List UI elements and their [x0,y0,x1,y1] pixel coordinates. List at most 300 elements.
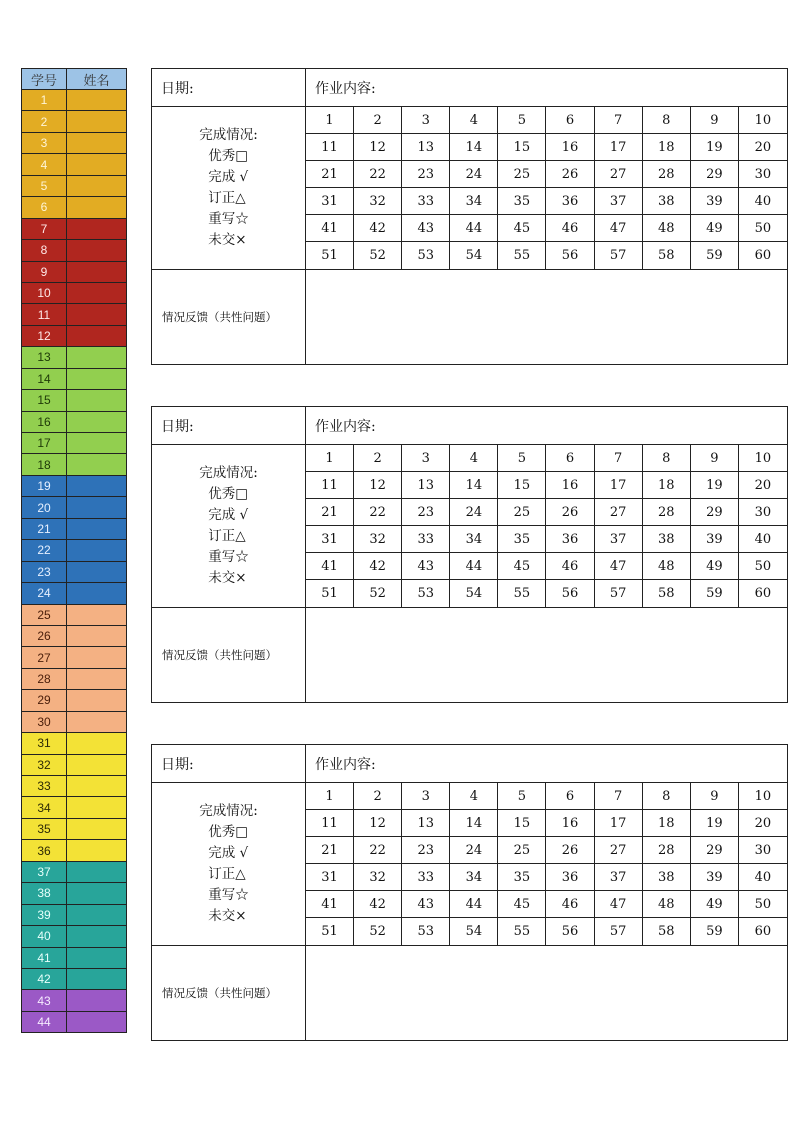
homework-form [151,406,788,703]
student-number-cell[interactable]: 38 [643,188,691,215]
roster-rows [21,90,127,1033]
student-number-cell[interactable]: 56 [546,918,594,945]
student-number-cell[interactable]: 39 [691,526,739,553]
roster-row [21,755,127,776]
student-number-cell[interactable]: 46 [546,553,594,580]
student-number-grid [306,445,787,607]
student-number-cell[interactable]: 15 [498,472,546,499]
student-name-cell[interactable] [67,605,126,625]
student-number-cell[interactable]: 34 [450,526,498,553]
completion-section [152,445,787,608]
student-number-cell[interactable]: 7 [595,445,643,472]
student-number-cell[interactable]: 42 [354,553,402,580]
assignment-content-field[interactable] [306,745,787,782]
roster-row [21,969,127,990]
student-number-cell[interactable]: 46 [546,891,594,918]
student-id: 7 [22,219,67,239]
roster-row [21,862,127,883]
student-number-cell[interactable]: 42 [354,215,402,242]
student-number-cell[interactable]: 58 [643,242,691,269]
student-number-cell[interactable]: 54 [450,242,498,269]
student-number-cell[interactable]: 56 [546,580,594,607]
student-name-cell[interactable] [67,497,126,517]
student-id: 28 [22,669,67,689]
student-number-cell[interactable]: 40 [739,188,787,215]
student-number-cell[interactable]: 23 [402,837,450,864]
student-id: 19 [22,476,67,496]
student-name-cell[interactable] [67,347,126,367]
roster-row [21,562,127,583]
roster-row [21,926,127,947]
legend-item: 重写☆ [208,211,249,227]
student-number-cell[interactable]: 18 [643,134,691,161]
student-name-cell[interactable] [67,969,126,989]
student-number-cell[interactable]: 21 [306,837,354,864]
student-id: 29 [22,690,67,710]
student-name-cell[interactable] [67,240,126,260]
student-number-cell[interactable]: 29 [691,837,739,864]
student-number-cell[interactable]: 55 [498,918,546,945]
student-number-cell[interactable]: 58 [643,918,691,945]
student-number-cell[interactable]: 57 [595,580,643,607]
student-number-cell[interactable]: 60 [754,924,772,939]
student-id: 35 [22,819,67,839]
student-number-cell[interactable]: 11 [306,472,354,499]
student-name-cell[interactable] [67,990,126,1010]
student-id: 5 [22,176,67,196]
student-number-cell[interactable]: 6 [546,783,594,810]
student-number-cell[interactable]: 7 [595,783,643,810]
student-number-cell[interactable]: 4 [450,107,498,134]
form-header-row [152,69,787,107]
date-field[interactable] [152,69,306,106]
student-number-cell[interactable]: 30 [739,499,787,526]
student-name-cell[interactable] [67,797,126,817]
student-number-cell[interactable]: 35 [498,526,546,553]
student-number-cell[interactable]: 52 [354,242,402,269]
student-number-cell[interactable]: 8 [643,107,691,134]
student-number-cell[interactable]: 27 [595,161,643,188]
roster-header-name: 姓名 [83,73,110,89]
student-name-cell[interactable] [67,390,126,410]
student-name-cell[interactable] [67,883,126,903]
student-number-cell[interactable]: 44 [450,215,498,242]
roster-row [21,262,127,283]
student-id: 6 [22,197,67,217]
student-id: 44 [22,1012,67,1032]
student-number-cell[interactable]: 25 [498,161,546,188]
roster-row [21,990,127,1011]
student-number-cell[interactable]: 11 [306,134,354,161]
student-number-cell[interactable]: 22 [354,499,402,526]
student-name-cell[interactable] [67,948,126,968]
student-number-cell[interactable]: 5 [498,783,546,810]
student-number-cell[interactable]: 17 [595,472,643,499]
student-name-cell[interactable] [67,562,126,582]
student-number-cell[interactable]: 36 [546,526,594,553]
student-name-cell[interactable] [67,454,126,474]
student-name-cell[interactable] [67,712,126,732]
student-number-cell[interactable]: 1 [306,783,354,810]
student-name-cell[interactable] [67,519,126,539]
student-number-cell[interactable]: 49 [691,553,739,580]
student-number-cell[interactable]: 40 [739,526,787,553]
student-number-cell[interactable]: 44 [450,891,498,918]
student-number-cell[interactable]: 12 [354,472,402,499]
student-number-cell[interactable]: 2 [354,107,402,134]
student-number-cell[interactable]: 25 [498,499,546,526]
roster-row [21,111,127,132]
student-number-cell[interactable]: 39 [691,864,739,891]
legend-item: 完成 √ [208,169,249,185]
student-number-cell[interactable]: 20 [739,810,787,837]
student-number-cell[interactable]: 37 [595,526,643,553]
student-number-cell[interactable]: 32 [354,188,402,215]
student-id: 30 [22,712,67,732]
student-number-cell[interactable]: 41 [306,891,354,918]
student-number-cell[interactable]: 4 [450,445,498,472]
student-name-cell[interactable] [67,262,126,282]
student-number-cell[interactable]: 31 [306,864,354,891]
student-number-cell[interactable]: 53 [402,242,450,269]
student-name-cell[interactable] [67,433,126,453]
legend-item: 订正△ [208,190,246,206]
student-number-cell[interactable]: 48 [643,553,691,580]
roster-row [21,412,127,433]
student-number-cell[interactable]: 5 [498,107,546,134]
student-number-cell[interactable]: 17 [595,810,643,837]
student-number-cell[interactable]: 42 [354,891,402,918]
student-id: 27 [22,647,67,667]
student-number-cell[interactable]: 50 [739,891,787,918]
student-number-cell[interactable]: 30 [739,837,787,864]
form-header-row [152,745,787,783]
student-number-cell[interactable]: 51 [306,242,354,269]
roster-row [21,283,127,304]
student-number-cell[interactable]: 43 [402,215,450,242]
student-id: 1 [22,90,67,110]
roster-row [21,197,127,218]
student-number-cell[interactable]: 29 [691,499,739,526]
roster-row [21,669,127,690]
roster-row [21,819,127,840]
student-number-cell[interactable]: 25 [498,837,546,864]
student-name-cell[interactable] [67,176,126,196]
student-number-cell[interactable]: 21 [306,161,354,188]
student-number-cell[interactable]: 15 [498,810,546,837]
student-id: 25 [22,605,67,625]
student-number-cell[interactable]: 37 [595,864,643,891]
student-number-cell[interactable]: 29 [691,161,739,188]
student-id: 22 [22,540,67,560]
student-name-cell[interactable] [67,326,126,346]
student-number-cell[interactable]: 50 [739,553,787,580]
student-number-cell[interactable]: 12 [354,810,402,837]
student-number-cell[interactable]: 51 [306,580,354,607]
student-number-cell[interactable]: 28 [643,499,691,526]
student-name-cell[interactable] [67,369,126,389]
student-number-cell[interactable]: 8 [643,783,691,810]
feedback-label: 情况反馈（共性问题） [152,270,306,364]
student-id: 2 [22,111,67,131]
student-number-cell[interactable]: 6 [546,107,594,134]
student-number-cell[interactable]: 59 [691,242,739,269]
student-number-cell[interactable]: 52 [354,918,402,945]
student-name-cell[interactable] [67,283,126,303]
student-number-cell[interactable]: 46 [546,215,594,242]
student-number-cell[interactable]: 19 [691,810,739,837]
student-number-cell[interactable]: 50 [739,215,787,242]
student-number-cell[interactable]: 26 [546,499,594,526]
student-number-cell[interactable]: 3 [402,783,450,810]
feedback-area[interactable] [306,270,787,364]
student-number-cell[interactable]: 54 [450,918,498,945]
student-number-cell[interactable]: 59 [691,580,739,607]
student-number-cell[interactable]: 24 [450,837,498,864]
student-number-cell[interactable]: 40 [739,864,787,891]
student-id: 11 [22,304,67,324]
student-number-cell[interactable]: 6 [546,445,594,472]
student-number-cell[interactable]: 16 [546,472,594,499]
student-number-cell[interactable]: 20 [739,134,787,161]
student-number-cell[interactable]: 45 [498,891,546,918]
student-name-cell[interactable] [67,905,126,925]
student-number-cell[interactable]: 13 [402,472,450,499]
student-number-cell[interactable]: 10 [739,107,787,134]
student-number-cell[interactable]: 33 [402,864,450,891]
student-number-cell[interactable]: 23 [402,499,450,526]
student-number-cell[interactable]: 43 [402,891,450,918]
student-number-cell[interactable]: 12 [354,134,402,161]
roster-row [21,454,127,475]
student-number-cell[interactable]: 53 [402,918,450,945]
student-id: 43 [22,990,67,1010]
student-number-cell[interactable]: 22 [354,161,402,188]
student-number-cell[interactable]: 47 [595,215,643,242]
student-number-cell[interactable]: 58 [643,580,691,607]
student-number-cell[interactable]: 13 [402,810,450,837]
student-number-cell[interactable]: 31 [306,526,354,553]
student-number-cell[interactable]: 14 [450,810,498,837]
student-number-cell[interactable]: 7 [595,107,643,134]
student-number-cell[interactable]: 19 [691,134,739,161]
student-number-cell[interactable]: 1 [306,107,354,134]
student-number-cell[interactable]: 59 [691,918,739,945]
date-label: 日期: [161,756,194,773]
student-number-cell[interactable]: 38 [643,864,691,891]
student-number-cell[interactable]: 20 [739,472,787,499]
student-number-cell[interactable]: 31 [306,188,354,215]
student-number-cell[interactable]: 28 [643,837,691,864]
student-number-cell[interactable]: 41 [306,215,354,242]
student-name-cell[interactable] [67,540,126,560]
student-number-cell[interactable]: 34 [450,188,498,215]
student-number-cell[interactable]: 9 [691,783,739,810]
student-name-cell[interactable] [67,626,126,646]
roster-row [21,583,127,604]
student-name-cell[interactable] [67,133,126,153]
roster-row [21,647,127,668]
student-number-cell[interactable]: 48 [643,215,691,242]
student-name-cell[interactable] [67,304,126,324]
assignment-content-label: 作业内容: [315,756,376,773]
student-id: 34 [22,797,67,817]
student-number-cell[interactable]: 2 [354,783,402,810]
student-name-cell[interactable] [67,926,126,946]
student-number-cell[interactable]: 53 [402,580,450,607]
student-number-cell[interactable]: 19 [691,472,739,499]
student-number-cell[interactable]: 37 [595,188,643,215]
student-number-cell[interactable]: 38 [643,526,691,553]
student-name-cell[interactable] [67,476,126,496]
student-number-cell[interactable]: 16 [546,810,594,837]
student-number-cell[interactable]: 1 [306,445,354,472]
student-number-cell[interactable]: 34 [450,864,498,891]
student-number-cell[interactable]: 8 [643,445,691,472]
student-number-cell[interactable]: 60 [754,248,772,263]
student-number-cell[interactable]: 39 [691,188,739,215]
roster-row [21,176,127,197]
student-number-cell[interactable]: 10 [739,783,787,810]
student-number-cell[interactable]: 3 [402,445,450,472]
student-number-cell[interactable]: 51 [306,918,354,945]
student-id: 17 [22,433,67,453]
student-id: 36 [22,840,67,860]
student-number-cell[interactable]: 52 [354,580,402,607]
student-number-cell[interactable]: 28 [643,161,691,188]
student-number-cell[interactable]: 32 [354,526,402,553]
student-number-cell[interactable]: 30 [739,161,787,188]
student-name-cell[interactable] [67,669,126,689]
student-name-cell[interactable] [67,647,126,667]
student-name-cell[interactable] [67,111,126,131]
student-number-cell[interactable]: 22 [354,837,402,864]
student-name-cell[interactable] [67,1012,126,1032]
student-number-cell[interactable]: 32 [354,864,402,891]
student-number-cell[interactable]: 26 [546,161,594,188]
student-number-cell[interactable]: 2 [354,445,402,472]
student-id: 41 [22,948,67,968]
student-number-cell[interactable]: 3 [402,107,450,134]
student-number-cell[interactable]: 44 [450,553,498,580]
student-number-cell[interactable]: 60 [754,586,772,601]
student-roster [21,68,127,1033]
student-number-cell[interactable]: 36 [546,188,594,215]
student-number-cell[interactable]: 13 [402,134,450,161]
student-number-cell[interactable]: 5 [498,445,546,472]
student-number-cell[interactable]: 21 [306,499,354,526]
legend-item: 优秀□ [208,486,249,502]
student-number-cell[interactable]: 55 [498,580,546,607]
student-name-cell[interactable] [67,583,126,603]
student-number-cell[interactable]: 9 [691,445,739,472]
student-name-cell[interactable] [67,690,126,710]
student-name-cell[interactable] [67,90,126,110]
assignment-content-field[interactable] [306,69,787,106]
student-name-cell[interactable] [67,197,126,217]
roster-row [21,433,127,454]
student-number-cell[interactable]: 27 [595,499,643,526]
student-name-cell[interactable] [67,862,126,882]
date-label: 日期: [161,80,194,97]
roster-row [21,154,127,175]
roster-row [21,90,127,111]
student-number-cell[interactable]: 14 [450,472,498,499]
roster-row [21,733,127,754]
student-number-cell[interactable]: 47 [595,553,643,580]
legend-title: 完成情况: [199,465,258,481]
student-number-cell[interactable]: 24 [450,161,498,188]
student-number-cell[interactable]: 24 [450,499,498,526]
student-number-cell[interactable]: 57 [595,918,643,945]
student-number-cell[interactable]: 33 [402,526,450,553]
student-number-cell[interactable]: 26 [546,837,594,864]
student-number-cell[interactable]: 54 [450,580,498,607]
date-field[interactable] [152,745,306,782]
student-number-cell[interactable]: 35 [498,864,546,891]
student-number-cell[interactable]: 56 [546,242,594,269]
student-number-cell[interactable]: 36 [546,864,594,891]
student-number-cell[interactable]: 18 [643,810,691,837]
student-id: 26 [22,626,67,646]
student-name-cell[interactable] [67,840,126,860]
student-number-cell[interactable]: 10 [739,445,787,472]
student-number-cell[interactable]: 16 [546,134,594,161]
student-number-cell[interactable]: 17 [595,134,643,161]
assignment-content-field[interactable] [306,407,787,444]
feedback-area[interactable] [306,946,787,1040]
roster-row [21,390,127,411]
student-name-cell[interactable] [67,219,126,239]
student-number-cell[interactable]: 45 [498,215,546,242]
form-header-row [152,407,787,445]
student-number-cell[interactable]: 33 [402,188,450,215]
student-number-cell[interactable]: 43 [402,553,450,580]
student-number-cell[interactable]: 9 [691,107,739,134]
student-name-cell[interactable] [67,733,126,753]
student-id: 13 [22,347,67,367]
student-id: 8 [22,240,67,260]
student-number-cell[interactable]: 47 [595,891,643,918]
student-number-cell[interactable]: 49 [691,215,739,242]
feedback-area[interactable] [306,608,787,702]
student-number-cell[interactable]: 23 [402,161,450,188]
student-name-cell[interactable] [67,776,126,796]
student-number-cell[interactable]: 11 [306,810,354,837]
roster-row [21,519,127,540]
student-number-cell[interactable]: 48 [643,891,691,918]
date-field[interactable] [152,407,306,444]
student-name-cell[interactable] [67,412,126,432]
roster-row [21,905,127,926]
student-number-cell[interactable]: 45 [498,553,546,580]
student-number-cell[interactable]: 41 [306,553,354,580]
student-name-cell[interactable] [67,755,126,775]
student-number-cell[interactable]: 49 [691,891,739,918]
student-number-cell[interactable]: 35 [498,188,546,215]
student-number-cell[interactable]: 18 [643,472,691,499]
legend-items [208,146,249,251]
student-name-cell[interactable] [67,154,126,174]
student-number-cell[interactable]: 27 [595,837,643,864]
student-number-cell[interactable]: 57 [595,242,643,269]
student-name-cell[interactable] [67,819,126,839]
student-number-cell[interactable]: 4 [450,783,498,810]
student-number-cell[interactable]: 14 [450,134,498,161]
student-number-cell[interactable]: 15 [498,134,546,161]
roster-row [21,712,127,733]
student-number-cell[interactable]: 55 [498,242,546,269]
